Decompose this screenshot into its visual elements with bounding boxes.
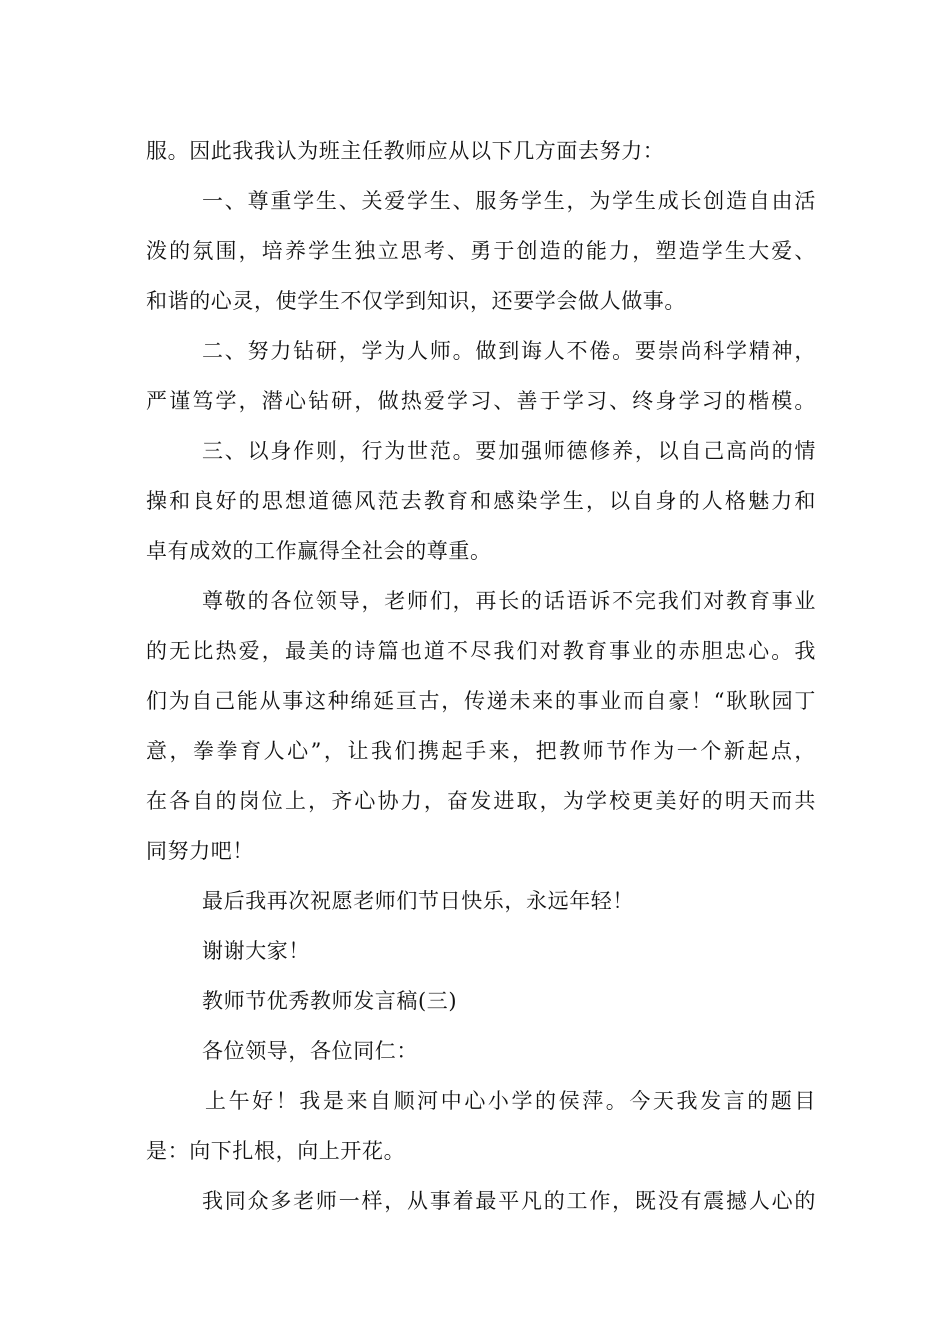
paragraph-first-line: 尊敬的各位领导，老师们，再长的话语诉不完我们对教育事业 bbox=[202, 589, 816, 613]
paragraph-first-line: 一、尊重学生、关爱学生、服务学生，为学生成长创造自由活 bbox=[202, 189, 816, 213]
text-line: 严谨笃学，潜心钻研，做热爱学习、善于学习、终身学习的楷模。 bbox=[146, 389, 816, 413]
paragraph-first-line: 三、以身作则，行为世范。要加强师德修养，以自己高尚的情 bbox=[202, 439, 816, 463]
paragraph-first-line: 最后我再次祝愿老师们节日快乐，永远年轻！ bbox=[202, 889, 634, 913]
text-line: 的无比热爱，最美的诗篇也道不尽我们对教育事业的赤胆忠心。我 bbox=[146, 639, 816, 663]
text-line: 在各自的岗位上，齐心协力，奋发进取，为学校更美好的明天而共 bbox=[146, 789, 816, 813]
text-line: 同努力吧！ bbox=[146, 839, 254, 863]
text-line: 操和良好的思想道德风范去教育和感染学生，以自身的人格魅力和 bbox=[146, 489, 816, 513]
paragraph-first-line: 我同众多老师一样，从事着最平凡的工作，既没有震撼人心的 bbox=[202, 1189, 816, 1213]
text-line: 和谐的心灵，使学生不仅学到知识，还要学会做人做事。 bbox=[146, 289, 686, 313]
paragraph-first-line: 上午好！我是来自顺河中心小学的侯萍。今天我发言的题目 bbox=[205, 1089, 816, 1113]
paragraph-first-line: 二、努力钻研，学为人师。做到诲人不倦。要崇尚科学精神， bbox=[202, 339, 816, 363]
text-line: 服。因此我我认为班主任教师应从以下几方面去努力： bbox=[146, 139, 665, 163]
text-line: 泼的氛围，培养学生独立思考、勇于创造的能力，塑造学生大爱、 bbox=[146, 239, 816, 263]
section-title: 教师节优秀教师发言稿(三) bbox=[202, 989, 458, 1013]
text-line: 意，拳拳育人心”，让我们携起手来，把教师节作为一个新起点， bbox=[146, 739, 816, 763]
salutation: 各位领导，各位同仁： bbox=[202, 1039, 418, 1063]
text-line: 们为自己能从事这种绵延亘古，传递未来的事业而自豪！“耿耿园丁 bbox=[146, 689, 816, 713]
text-line: 卓有成效的工作赢得全社会的尊重。 bbox=[146, 539, 492, 563]
text-line: 是：向下扎根，向上开花。 bbox=[146, 1139, 406, 1163]
paragraph-first-line: 谢谢大家！ bbox=[202, 939, 310, 963]
